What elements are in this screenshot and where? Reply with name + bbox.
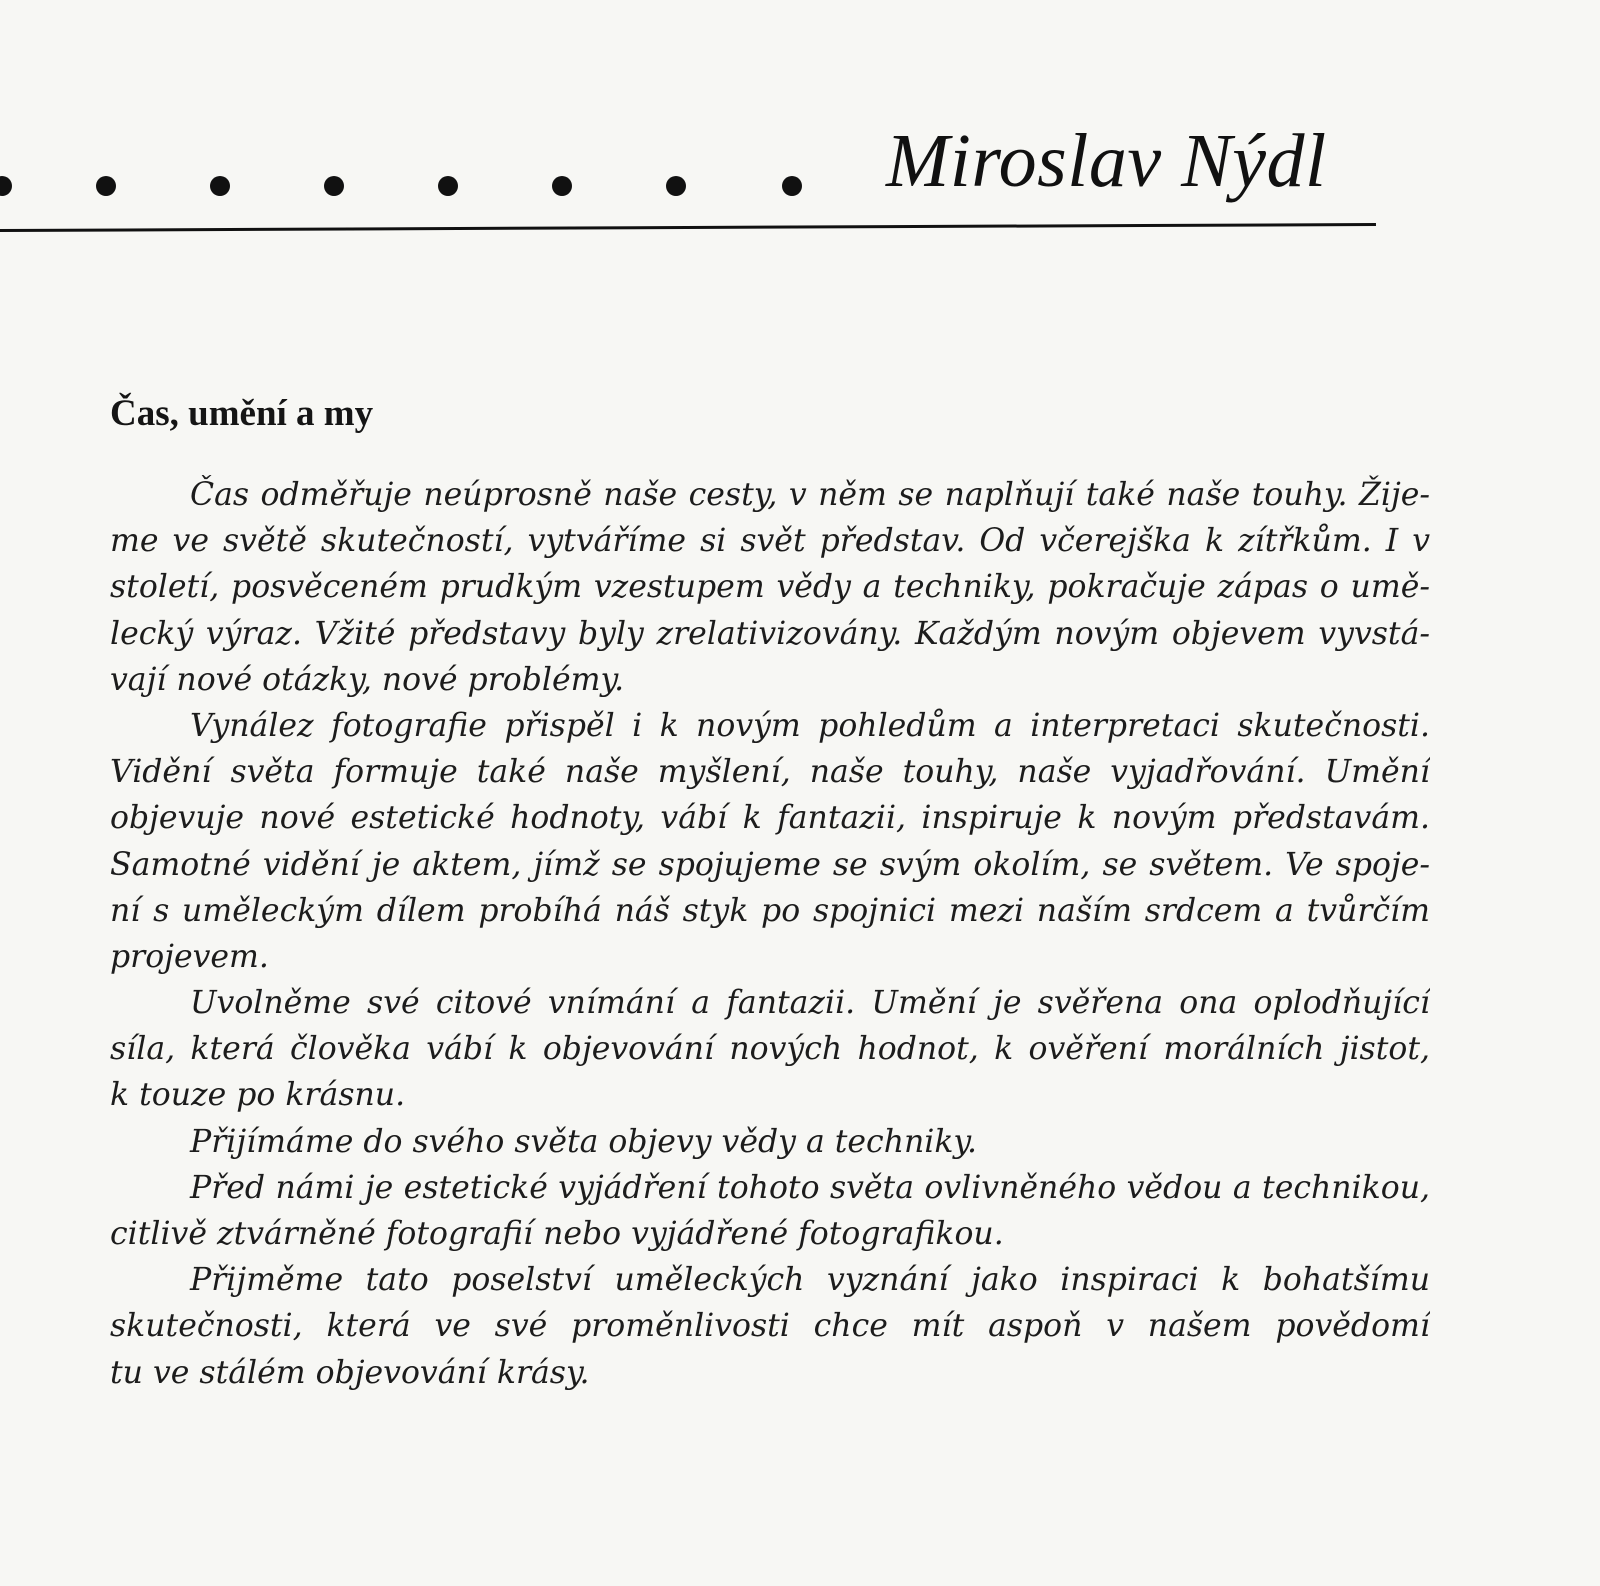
text-line: Čas odměřuje neúprosně naše cesty, v něm se naplňují také naše touhy. Žije- bbox=[190, 477, 1430, 513]
header-rule bbox=[0, 223, 1376, 232]
bullet-dot-icon bbox=[324, 176, 344, 196]
text-line: tu ve stálém objevování krásy. bbox=[110, 1354, 590, 1391]
text-line: k touze po krásnu. bbox=[110, 1077, 406, 1114]
text-line: síla, která člověka vábí k objevování nových hodnot, k ověření morálních jistot, bbox=[110, 1031, 1430, 1068]
text-line: ní s uměleckým dílem probíhá náš styk po spojnici mezi naším srdcem a tvůrčím bbox=[110, 892, 1430, 929]
bullet-dot-icon bbox=[210, 176, 230, 196]
bullet-dot-icon bbox=[96, 176, 116, 196]
text-line: Přijímáme do svého světa objevy vědy a techniky. bbox=[190, 1123, 978, 1160]
text-line: citlivě ztvárněné fotografií nebo vyjádřené fotografikou. bbox=[110, 1216, 1004, 1252]
decorative-dot-row bbox=[0, 172, 860, 202]
text-line: vají nové otázky, nové problémy. bbox=[110, 661, 625, 698]
text-line: projevem. bbox=[110, 938, 269, 975]
text-line: skutečnosti, která ve své proměnlivosti chce mít aspoň v našem povědomí bbox=[110, 1308, 1430, 1345]
text-line: Vidění světa formuje také naše myšlení, naše touhy, naše vyjadřování. Umění bbox=[110, 754, 1430, 791]
text-line: Uvolněme své citové vnímání a fantazii. Umění je svěřena ona oplodňující bbox=[190, 985, 1430, 1022]
bullet-dot-icon bbox=[782, 176, 802, 196]
bullet-dot-icon bbox=[438, 176, 458, 196]
bullet-dot-icon bbox=[0, 176, 12, 196]
text-line: Samotné vidění je aktem, jímž se spojujeme se svým okolím, se světem. Ve spoje- bbox=[110, 846, 1430, 883]
bullet-dot-icon bbox=[666, 176, 686, 196]
text-line: Vynález fotografie přispěl i k novým pohledům a interpretaci skutečnosti. bbox=[190, 707, 1430, 744]
author-name: Miroslav Nýdl bbox=[886, 119, 1327, 203]
text-line: Před námi je estetické vyjádření tohoto světa ovlivněného vědou a technikou, bbox=[190, 1169, 1430, 1206]
text-line: Přijměme tato poselství uměleckých vyznání jako inspiraci k bohatšímu bbox=[190, 1262, 1430, 1299]
text-line: století, posvěceném prudkým vzestupem vědy a techniky, pokračuje zápas o umě- bbox=[110, 569, 1430, 606]
bullet-dot-icon bbox=[552, 176, 572, 196]
text-line: objevuje nové estetické hodnoty, vábí k fantazii, inspiruje k novým představám. bbox=[110, 800, 1430, 837]
text-line: me ve světě skutečností, vytváříme si svět představ. Od včerejška k zítřkům. I v bbox=[110, 523, 1430, 560]
article-body bbox=[110, 472, 1430, 1396]
text-line: lecký výraz. Vžité představy byly zrelativizovány. Každým novým objevem vyvstá- bbox=[110, 615, 1430, 652]
article-title: Čas, umění a my bbox=[110, 393, 374, 434]
